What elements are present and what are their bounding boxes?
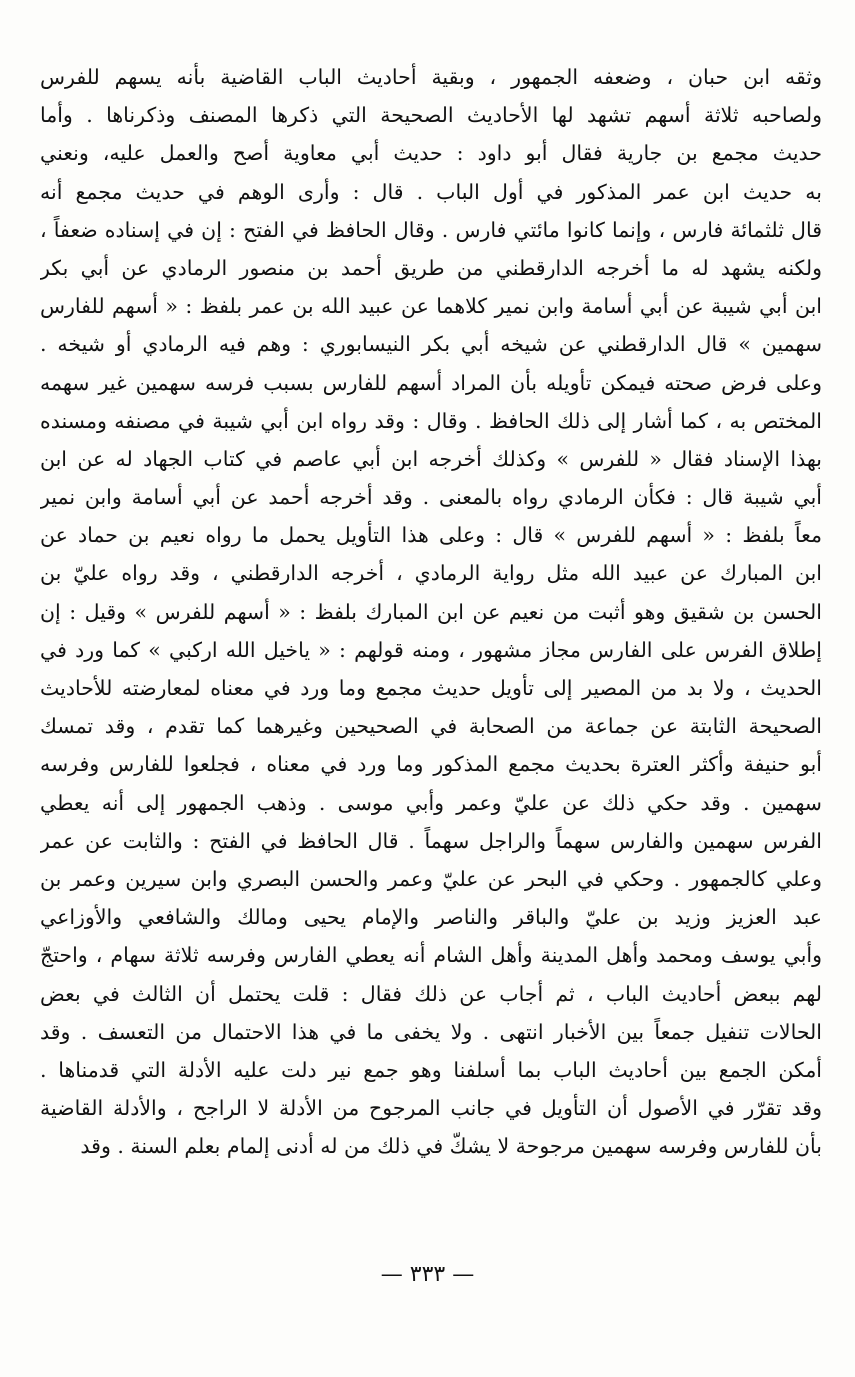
text-line: المختص به ، كما أشار إلى ذلك الحافظ . وقال : وقد رواه ابن أبي شيبة في مصنفه ومسنده <box>40 408 822 433</box>
text-line: معاً بلفظ : « أسهم للفرس » قال : وعلى هذا التأويل يحمل ما رواه نعيم بن حماد عن <box>40 523 822 548</box>
text-line: بأن للفارس وفرسه سهمين مرجوحة لا يشكّ في ذلك من له أدنى إلمام بعلم السنة . وقد <box>80 1134 822 1159</box>
text-line: ابن المبارك عن عبيد الله مثل رواية الرمادي ، أخرجه الدارقطني ، وقد رواه عليّ بن <box>40 561 822 586</box>
text-line: الحديث ، ولا بد من المصير إلى تأويل حديث مجمع وما ورد في معناه لمعارضته للأحاديث <box>40 676 822 700</box>
text-line: سهمين » قال الدارقطني عن شيخه أبي بكر النيسابوري : وهم فيه الرمادي أو شيخه . <box>40 332 822 357</box>
text-line: وعلي كالجمهور . وحكي في البحر عن عليّ وعمر والحسن البصري وابن سيرين وعمر بن <box>40 866 822 891</box>
text-line: ولصاحبه ثلاثة أسهم تشهد لها الأحاديث الصحيحة التي ذكرها المصنف وذكرناها . وأما <box>40 103 822 128</box>
text-line: وقد تقرّر في الأصول أن التأويل في جانب المرجوح من الأدلة لا الراجح ، والأدلة القاضية <box>40 1096 822 1121</box>
text-line: وعلى فرض صحته فيمكن تأويله بأن المراد أسهم للفارس بسبب فرسه سهمين غير سهمه <box>40 370 822 395</box>
text-line: وثقه ابن حبان ، وضعفه الجمهور ، وبقية أحاديث الباب القاضية بأنه يسهم للفرس <box>40 65 822 89</box>
text-line: به حديث ابن عمر المذكور في أول الباب . قال : وأرى الوهم في حديث مجمع أنه <box>40 179 822 204</box>
text-line: قال ثلثمائة فارس ، وإنما كانوا مائتي فارس . وقال الحافظ في الفتح : إن في إسناده ضعفاً ، <box>40 217 822 242</box>
body-text <box>40 58 822 1165</box>
text-line: ابن أبي شيبة عن أبي أسامة وابن نمير كلاهما عن عبيد الله بن عمر بلفظ : « أسهم للفارس <box>40 294 822 319</box>
text-line: بهذا الإسناد فقال « للفرس » وكذلك أخرجه ابن أبي عاصم في كتاب الجهاد له عن ابن <box>40 446 822 471</box>
text-line: وأبي يوسف ومحمد وأهل المدينة وأهل الشام أنه يعطي الفارس وفرسه ثلاثة سهام ، واحتجّ <box>40 943 822 968</box>
text-line: أبي شيبة قال : فكأن الرمادي رواه بالمعنى . وقد أخرجه أحمد عن أبي أسامة وابن نمير <box>40 485 822 510</box>
text-line: الصحيحة الثابتة عن جماعة من الصحابة في الصحيحين وغيرهما كما تقدم ، وقد تمسك <box>40 714 822 739</box>
text-line: عبد العزيز وزيد بن عليّ والباقر والناصر والإمام يحيى ومالك والشافعي والأوزاعي <box>40 905 822 930</box>
text-line: الفرس سهمين والفارس سهماً والراجل سهماً . قال الحافظ في الفتح : والثابت عن عمر <box>40 828 822 853</box>
text-line: أمكن الجمع بين أحاديث الباب بما أسلفنا وهو جمع نير دلت عليه الأدلة التي قدمناها . <box>40 1057 822 1082</box>
text-line: أبو حنيفة وأكثر العترة بحديث مجمع المذكور وما ورد في معناه ، فجلعوا للفارس وفرسه <box>40 752 822 777</box>
text-line: حديث مجمع بن جارية فقال أبو داود : حديث أبي معاوية أصح والعمل عليه، ونعني <box>40 141 822 166</box>
text-line: لهم ببعض أحاديث الباب ، ثم أجاب عن ذلك فقال : قلت يحتمل أن الثالث في بعض <box>40 981 822 1006</box>
text-line: إطلاق الفرس على الفارس مجاز مشهور ، ومنه قولهم : « ياخيل الله اركبي » كما ورد في <box>40 637 822 662</box>
text-line: ولكنه يشهد له ما أخرجه الدارقطني من طريق أحمد بن منصور الرمادي عن أبي بكر <box>40 255 822 280</box>
page-number: — ٣٣٣ — <box>380 1262 475 1287</box>
text-line: سهمين . وقد حكي ذلك عن عليّ وعمر وأبي موسى . وذهب الجمهور إلى أنه يعطي <box>40 790 822 815</box>
text-line: الحالات تنفيل جمعاً بين الأخبار انتهى . ولا يخفى ما في هذا الاحتمال من التعسف . وقد <box>40 1019 822 1044</box>
text-line: الحسن بن شقيق وهو أثبت من نعيم عن ابن المبارك بلفظ : « أسهم للفرس » وقيل : إن <box>40 599 822 624</box>
